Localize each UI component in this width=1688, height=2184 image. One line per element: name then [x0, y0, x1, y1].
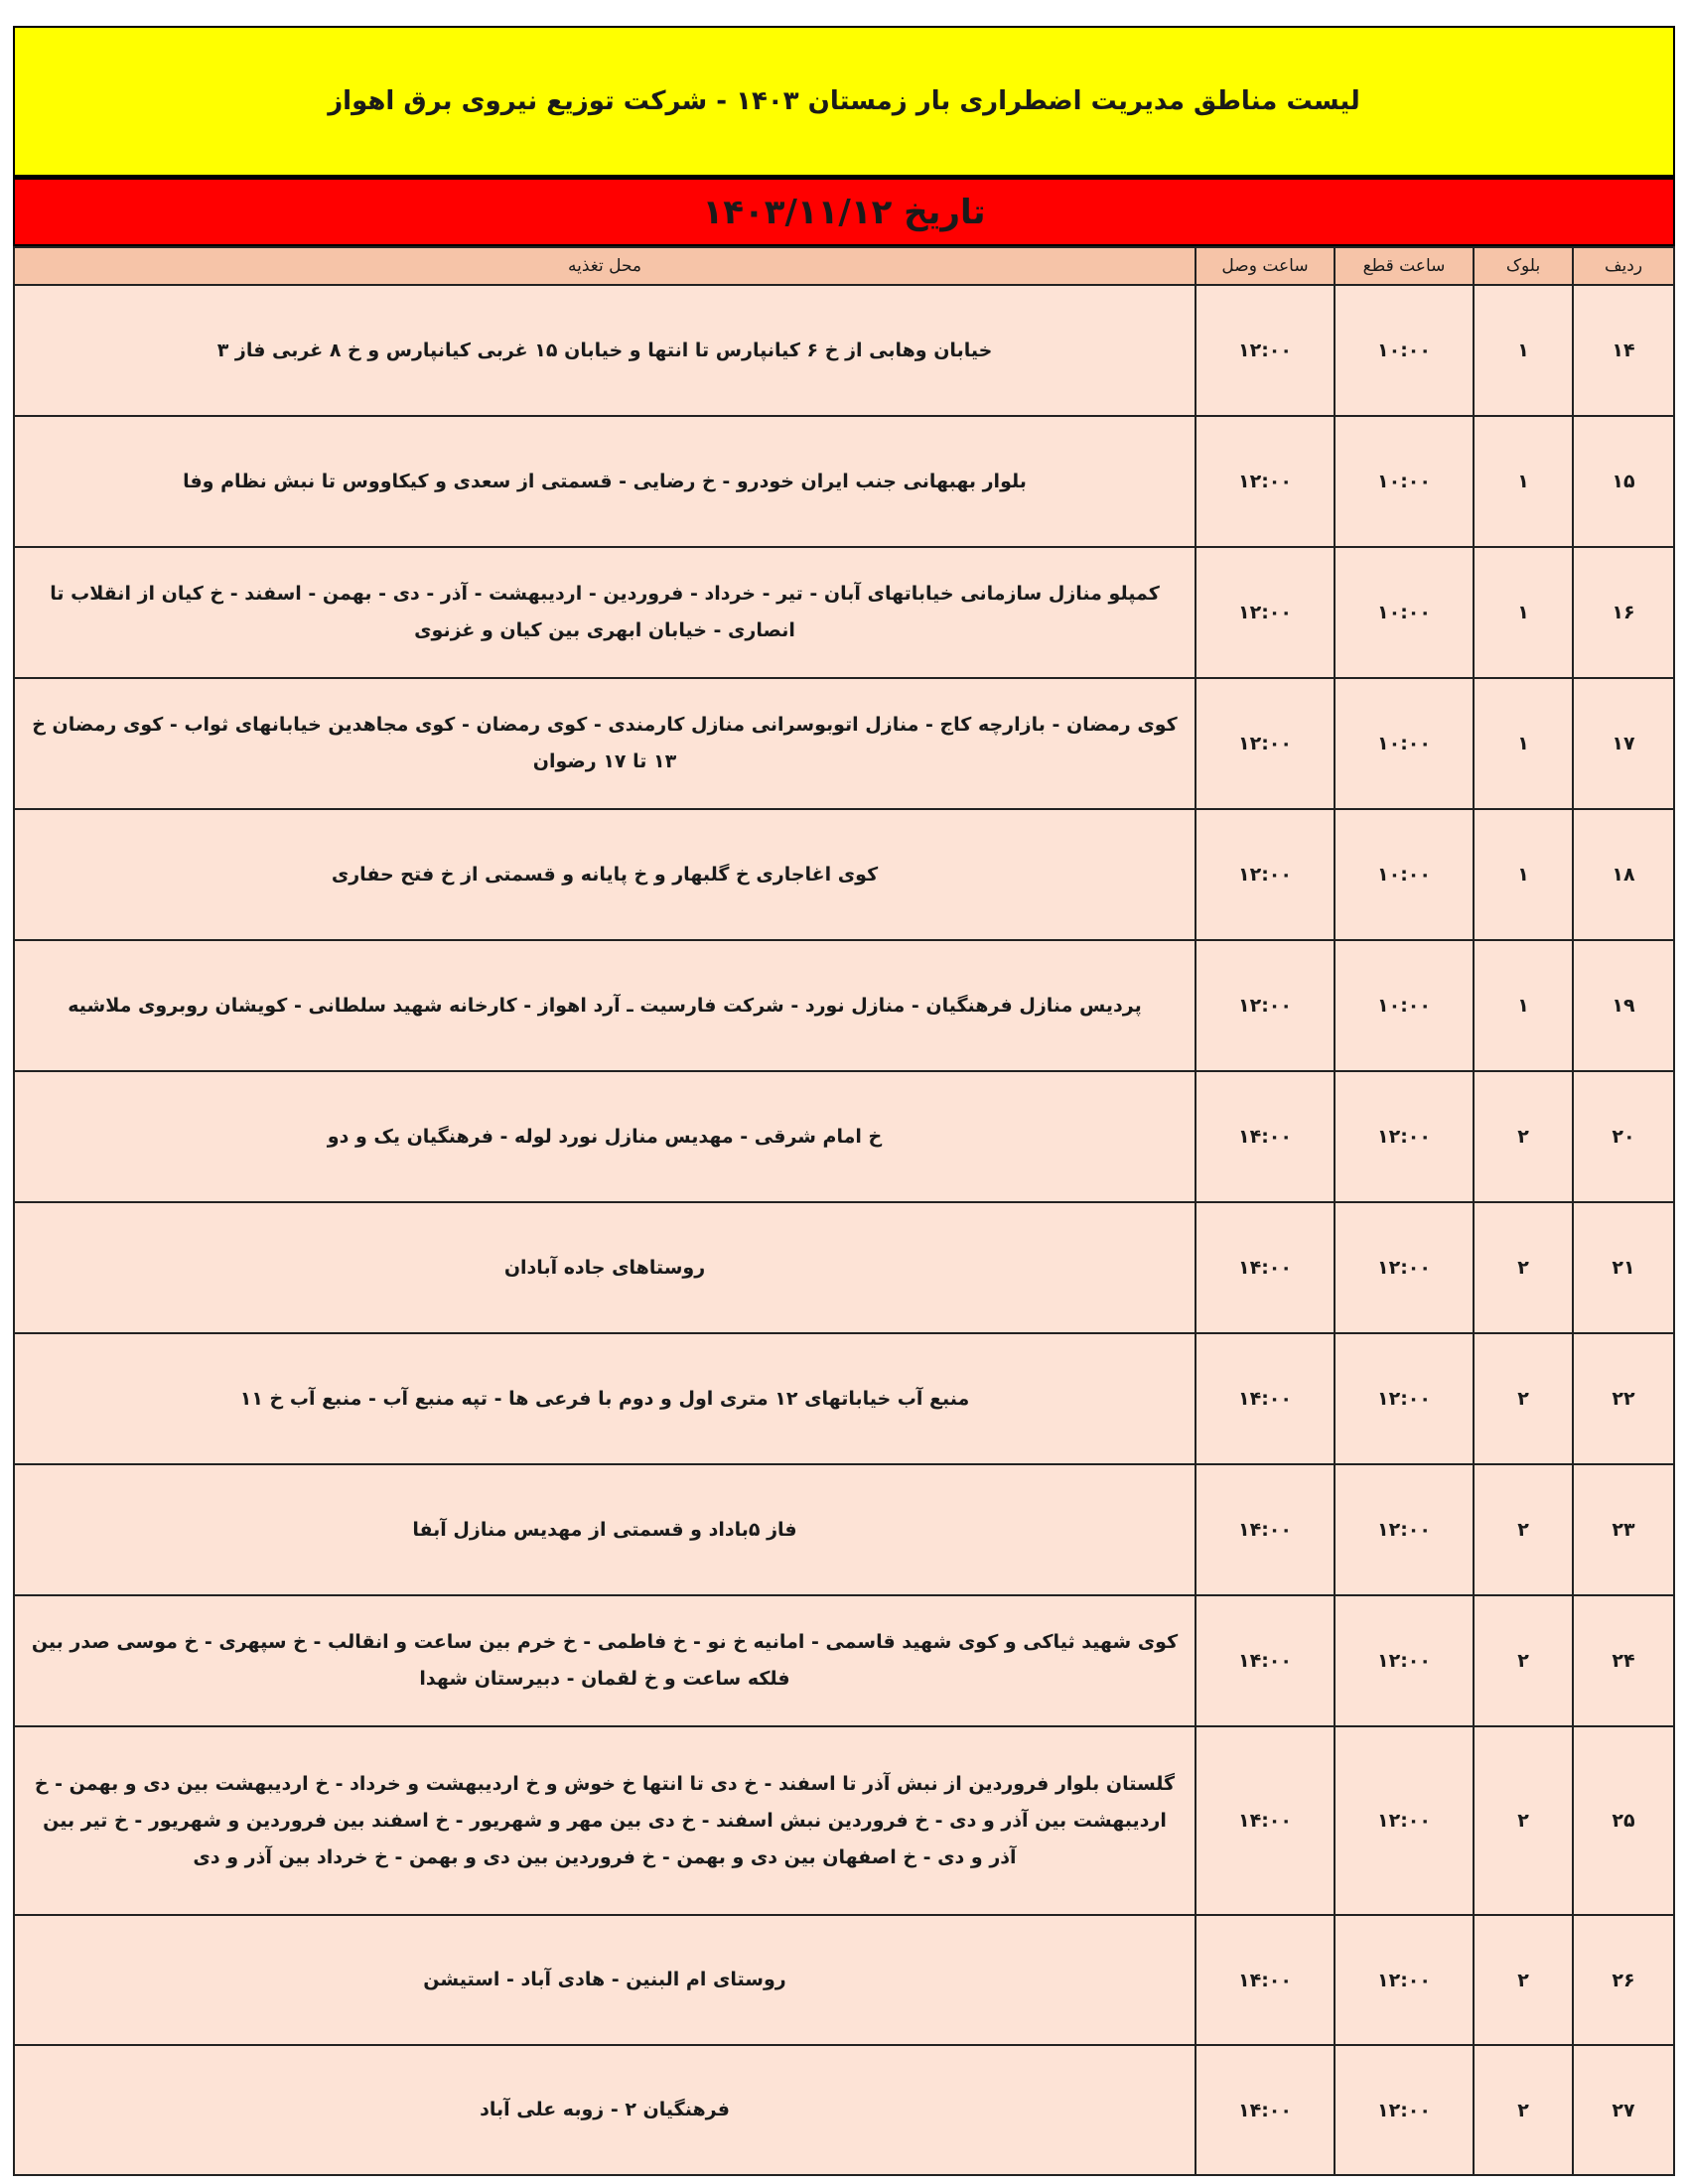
cut-time-cell: ۱۰:۰۰ — [1335, 547, 1474, 678]
header-cut-time: ساعت قطع — [1335, 247, 1474, 285]
block-cell: ۲ — [1474, 1915, 1573, 2045]
table-row — [14, 1071, 1674, 1202]
table-row — [14, 1915, 1674, 2045]
location-cell: کوی شهید ثیاکی و کوی شهید قاسمی - امانیه خ نو - خ فاطمی - خ خرم بین ساعت و انقالب - خ سپهری - خ موسی صدر بین فلکه ساعت و خ لقمان - دبیرستان شهدا — [14, 1595, 1196, 1726]
connect-time-cell: ۱۴:۰۰ — [1196, 1202, 1335, 1333]
location-cell: خیابان وهابی از خ ۶ کیانپارس تا انتها و خیابان ۱۵ غربی کیانپارس و خ ۸ غربی فاز ۳ — [14, 285, 1196, 416]
connect-time-cell: ۱۴:۰۰ — [1196, 1464, 1335, 1595]
row-number: ۲۲ — [1573, 1333, 1674, 1464]
block-cell: ۱ — [1474, 285, 1573, 416]
table-row — [14, 416, 1674, 547]
row-number: ۲۶ — [1573, 1915, 1674, 2045]
row-number: ۲۳ — [1573, 1464, 1674, 1595]
table-row — [14, 678, 1674, 809]
outage-table — [13, 246, 1675, 2176]
table-row — [14, 940, 1674, 1071]
location-cell: پردیس منازل فرهنگیان - منازل نورد - شرکت فارسیت ـ آرد اهواز - کارخانه شهید سلطانی - کویشان روبروی ملاشیه — [14, 940, 1196, 1071]
block-cell: ۲ — [1474, 1595, 1573, 1726]
row-number: ۱۸ — [1573, 809, 1674, 940]
location-cell: کوی رمضان - بازارچه کاج - منازل اتوبوسرانی منازل کارمندی - کوی رمضان - کوی مجاهدین خیابانهای ثواب - کوی رمضان خ ۱۳ تا ۱۷ رضوان — [14, 678, 1196, 809]
row-number: ۲۱ — [1573, 1202, 1674, 1333]
location-cell: فاز ۵باداد و قسمتی از مهدیس منازل آبفا — [14, 1464, 1196, 1595]
cut-time-cell: ۱۲:۰۰ — [1335, 1595, 1474, 1726]
block-cell: ۲ — [1474, 1464, 1573, 1595]
cut-time-cell: ۱۲:۰۰ — [1335, 1726, 1474, 1915]
row-number: ۲۷ — [1573, 2045, 1674, 2175]
row-number: ۲۵ — [1573, 1726, 1674, 1915]
table-row — [14, 1202, 1674, 1333]
cut-time-cell: ۱۲:۰۰ — [1335, 1464, 1474, 1595]
connect-time-cell: ۱۲:۰۰ — [1196, 678, 1335, 809]
date-banner: تاریخ ۱۴۰۳/۱۱/۱۲ — [13, 177, 1675, 246]
block-cell: ۲ — [1474, 1071, 1573, 1202]
connect-time-cell: ۱۴:۰۰ — [1196, 1333, 1335, 1464]
location-cell: گلستان بلوار فروردین از نبش آذر تا اسفند - خ دی تا انتها خ خوش و خ اردیبهشت و خرداد - خ اردیبهشت بین دی و بهمن - خ اردیبهشت بین آذر و دی - خ فروردین نبش اسفند - خ دی بین مهر و شهریور - خ اسفند بین فروردین و شهریور - خ تیر بین آذر و دی - خ اصفهان بین دی و بهمن - خ فروردین بین دی و بهمن - خ خرداد بین آذر و دی — [14, 1726, 1196, 1915]
table-header-row — [14, 247, 1674, 285]
connect-time-cell: ۱۴:۰۰ — [1196, 2045, 1335, 2175]
connect-time-cell: ۱۴:۰۰ — [1196, 1915, 1335, 2045]
block-cell: ۱ — [1474, 940, 1573, 1071]
location-cell: روستای ام البنین - هادی آباد - استیشن — [14, 1915, 1196, 2045]
block-cell: ۱ — [1474, 678, 1573, 809]
location-cell: منبع آب خیاباتهای ۱۲ متری اول و دوم با فرعی ها - تپه منبع آب - منبع آب خ ۱۱ — [14, 1333, 1196, 1464]
block-cell: ۲ — [1474, 1333, 1573, 1464]
location-cell: روستاهای جاده آبادان — [14, 1202, 1196, 1333]
cut-time-cell: ۱۰:۰۰ — [1335, 678, 1474, 809]
header-row-number: ردیف — [1573, 247, 1674, 285]
cut-time-cell: ۱۲:۰۰ — [1335, 1915, 1474, 2045]
cut-time-cell: ۱۰:۰۰ — [1335, 809, 1474, 940]
row-number: ۲۰ — [1573, 1071, 1674, 1202]
table-row — [14, 1595, 1674, 1726]
connect-time-cell: ۱۲:۰۰ — [1196, 416, 1335, 547]
cut-time-cell: ۱۲:۰۰ — [1335, 2045, 1474, 2175]
table-row — [14, 285, 1674, 416]
location-cell: فرهنگیان ۲ - زوبه علی آباد — [14, 2045, 1196, 2175]
row-number: ۲۴ — [1573, 1595, 1674, 1726]
table-row — [14, 547, 1674, 678]
block-cell: ۲ — [1474, 1726, 1573, 1915]
connect-time-cell: ۱۲:۰۰ — [1196, 547, 1335, 678]
row-number: ۱۵ — [1573, 416, 1674, 547]
header-connect-time: ساعت وصل — [1196, 247, 1335, 285]
cut-time-cell: ۱۲:۰۰ — [1335, 1333, 1474, 1464]
header-location: محل تغذیه — [14, 247, 1196, 285]
location-cell: خ امام شرقی - مهدیس منازل نورد لوله - فرهنگیان یک و دو — [14, 1071, 1196, 1202]
cut-time-cell: ۱۰:۰۰ — [1335, 285, 1474, 416]
row-number: ۱۹ — [1573, 940, 1674, 1071]
block-cell: ۱ — [1474, 416, 1573, 547]
block-cell: ۲ — [1474, 1202, 1573, 1333]
connect-time-cell: ۱۲:۰۰ — [1196, 285, 1335, 416]
table-row — [14, 809, 1674, 940]
row-number: ۱۷ — [1573, 678, 1674, 809]
outage-sheet — [13, 26, 1675, 2176]
location-cell: کمپلو منازل سازمانی خیاباتهای آبان - تیر - خرداد - فروردین - اردیبهشت - آذر - دی - بهمن - اسفند - خ کیان از انقلاب تا انصاری - خیابان ابهری بین کیان و غزنوی — [14, 547, 1196, 678]
cut-time-cell: ۱۲:۰۰ — [1335, 1071, 1474, 1202]
row-number: ۱۴ — [1573, 285, 1674, 416]
table-row — [14, 1333, 1674, 1464]
cut-time-cell: ۱۲:۰۰ — [1335, 1202, 1474, 1333]
cut-time-cell: ۱۰:۰۰ — [1335, 940, 1474, 1071]
connect-time-cell: ۱۲:۰۰ — [1196, 940, 1335, 1071]
row-number: ۱۶ — [1573, 547, 1674, 678]
block-cell: ۲ — [1474, 2045, 1573, 2175]
connect-time-cell: ۱۲:۰۰ — [1196, 809, 1335, 940]
block-cell: ۱ — [1474, 809, 1573, 940]
cut-time-cell: ۱۰:۰۰ — [1335, 416, 1474, 547]
location-cell: کوی اغاجاری خ گلبهار و خ پایانه و قسمتی از خ فتح حفاری — [14, 809, 1196, 940]
block-cell: ۱ — [1474, 547, 1573, 678]
connect-time-cell: ۱۴:۰۰ — [1196, 1071, 1335, 1202]
table-row — [14, 2045, 1674, 2175]
location-cell: بلوار بهبهانی جنب ایران خودرو - خ رضایی - قسمتی از سعدی و کیکاووس تا نبش نظام وفا — [14, 416, 1196, 547]
table-row — [14, 1726, 1674, 1915]
connect-time-cell: ۱۴:۰۰ — [1196, 1726, 1335, 1915]
table-row — [14, 1464, 1674, 1595]
page-title: لیست مناطق مدیریت اضطراری بار زمستان ۱۴۰۳ - شرکت توزیع نیروی برق اهواز — [13, 26, 1675, 177]
connect-time-cell: ۱۴:۰۰ — [1196, 1595, 1335, 1726]
header-block: بلوک — [1474, 247, 1573, 285]
